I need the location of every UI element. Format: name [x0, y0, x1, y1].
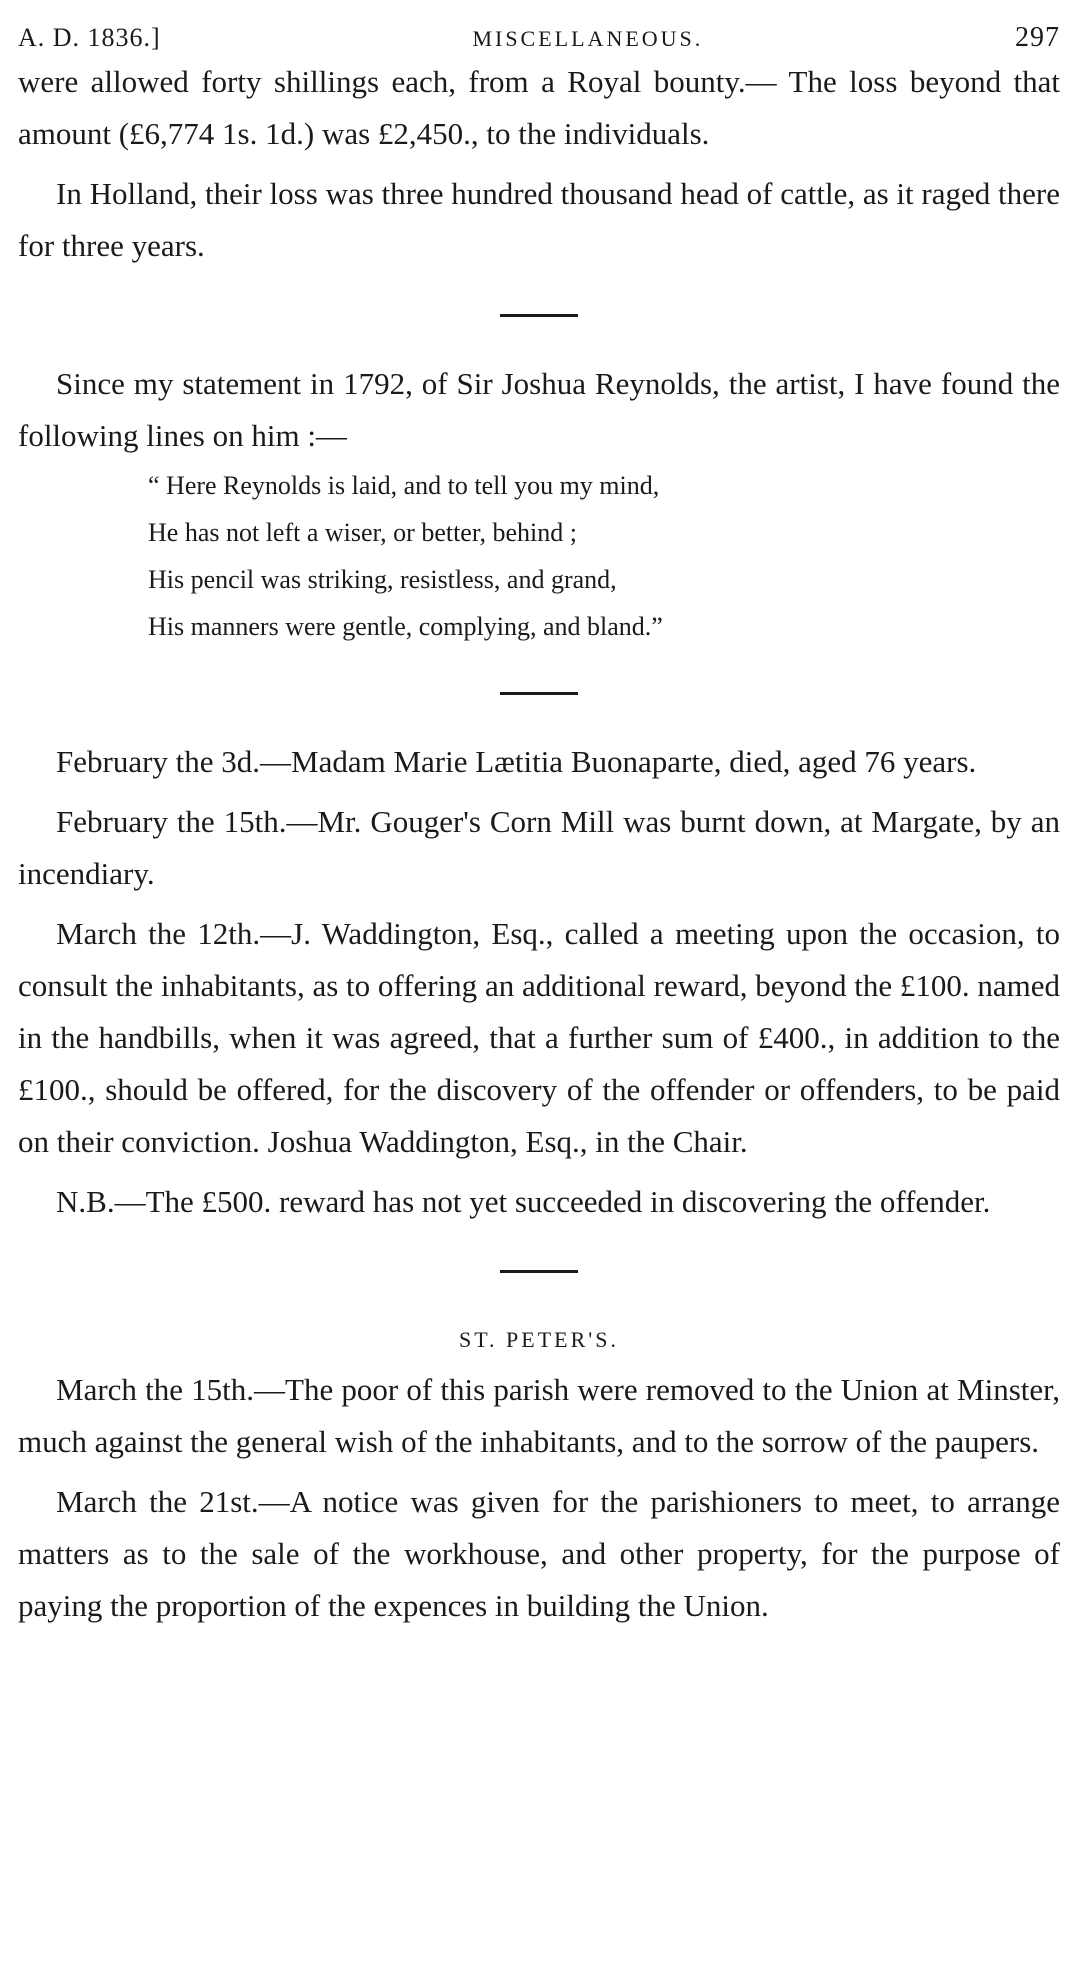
paragraph-waddington-meeting: March the 12th.—J. Waddington, Esq., called a meeting upon the occasion, to consult the inhabitants, as to offering an additional reward, beyond the £100. named in the handbills, when it was agreed, that a further sum of £400., in addition to the £100., should be offered, for the discovery of the offender or offenders, to be paid on their conviction. Joshua Waddington, Esq., in the Chair.: [18, 916, 1060, 1159]
paragraph-corn-mill: February the 15th.—Mr. Gouger's Corn Mill was burnt down, at Margate, by an incendiary.: [18, 804, 1060, 891]
paragraph-workhouse-sale: March the 21st.—A notice was given for the parishioners to meet, to arrange matters as to the sale of the workhouse, and other property, for the purpose of paying the proportion of the expences in building the Union.: [18, 1484, 1060, 1623]
paragraph-royal-bounty: were allowed forty shillings each, from a Royal bounty.— The loss beyond that amount (£6,774 1s. 1d.) was £2,450., to the individuals.: [18, 64, 1060, 151]
poem-line: His pencil was striking, resistless, and grand,: [148, 565, 617, 594]
page-number: 297: [1015, 22, 1060, 53]
poem-line: “ Here Reynolds is laid, and to tell you my mind,: [148, 471, 660, 500]
header-date: A. D. 1836.]: [18, 23, 161, 52]
paragraph-buonaparte: February the 3d.—Madam Marie Lætitia Buonaparte, died, aged 76 years.: [56, 744, 977, 779]
epitaph-poem: [148, 462, 1060, 650]
paragraph-holland: In Holland, their loss was three hundred thousand head of cattle, as it raged there for three years.: [18, 176, 1060, 263]
paragraph-reward-note: N.B.—The £500. reward has not yet succeeded in discovering the offender.: [56, 1184, 991, 1219]
poem-line: He has not left a wiser, or better, behind ;: [148, 518, 577, 547]
section-heading: ST. PETER'S.: [459, 1327, 619, 1352]
paragraph-union-minster: March the 15th.—The poor of this parish were removed to the Union at Minster, much against the general wish of the inhabitants, and to the sorrow of the paupers.: [18, 1372, 1060, 1459]
running-header: [18, 22, 1060, 56]
section-divider: [18, 272, 1060, 358]
book-page: [18, 22, 1060, 1632]
poem-line: His manners were gentle, complying, and bland.”: [148, 612, 663, 641]
paragraph-reynolds: Since my statement in 1792, of Sir Joshua Reynolds, the artist, I have found the following lines on him :—: [18, 366, 1060, 453]
section-divider: [18, 650, 1060, 736]
section-divider: [18, 1228, 1060, 1314]
header-title: MISCELLANEOUS.: [472, 26, 704, 51]
